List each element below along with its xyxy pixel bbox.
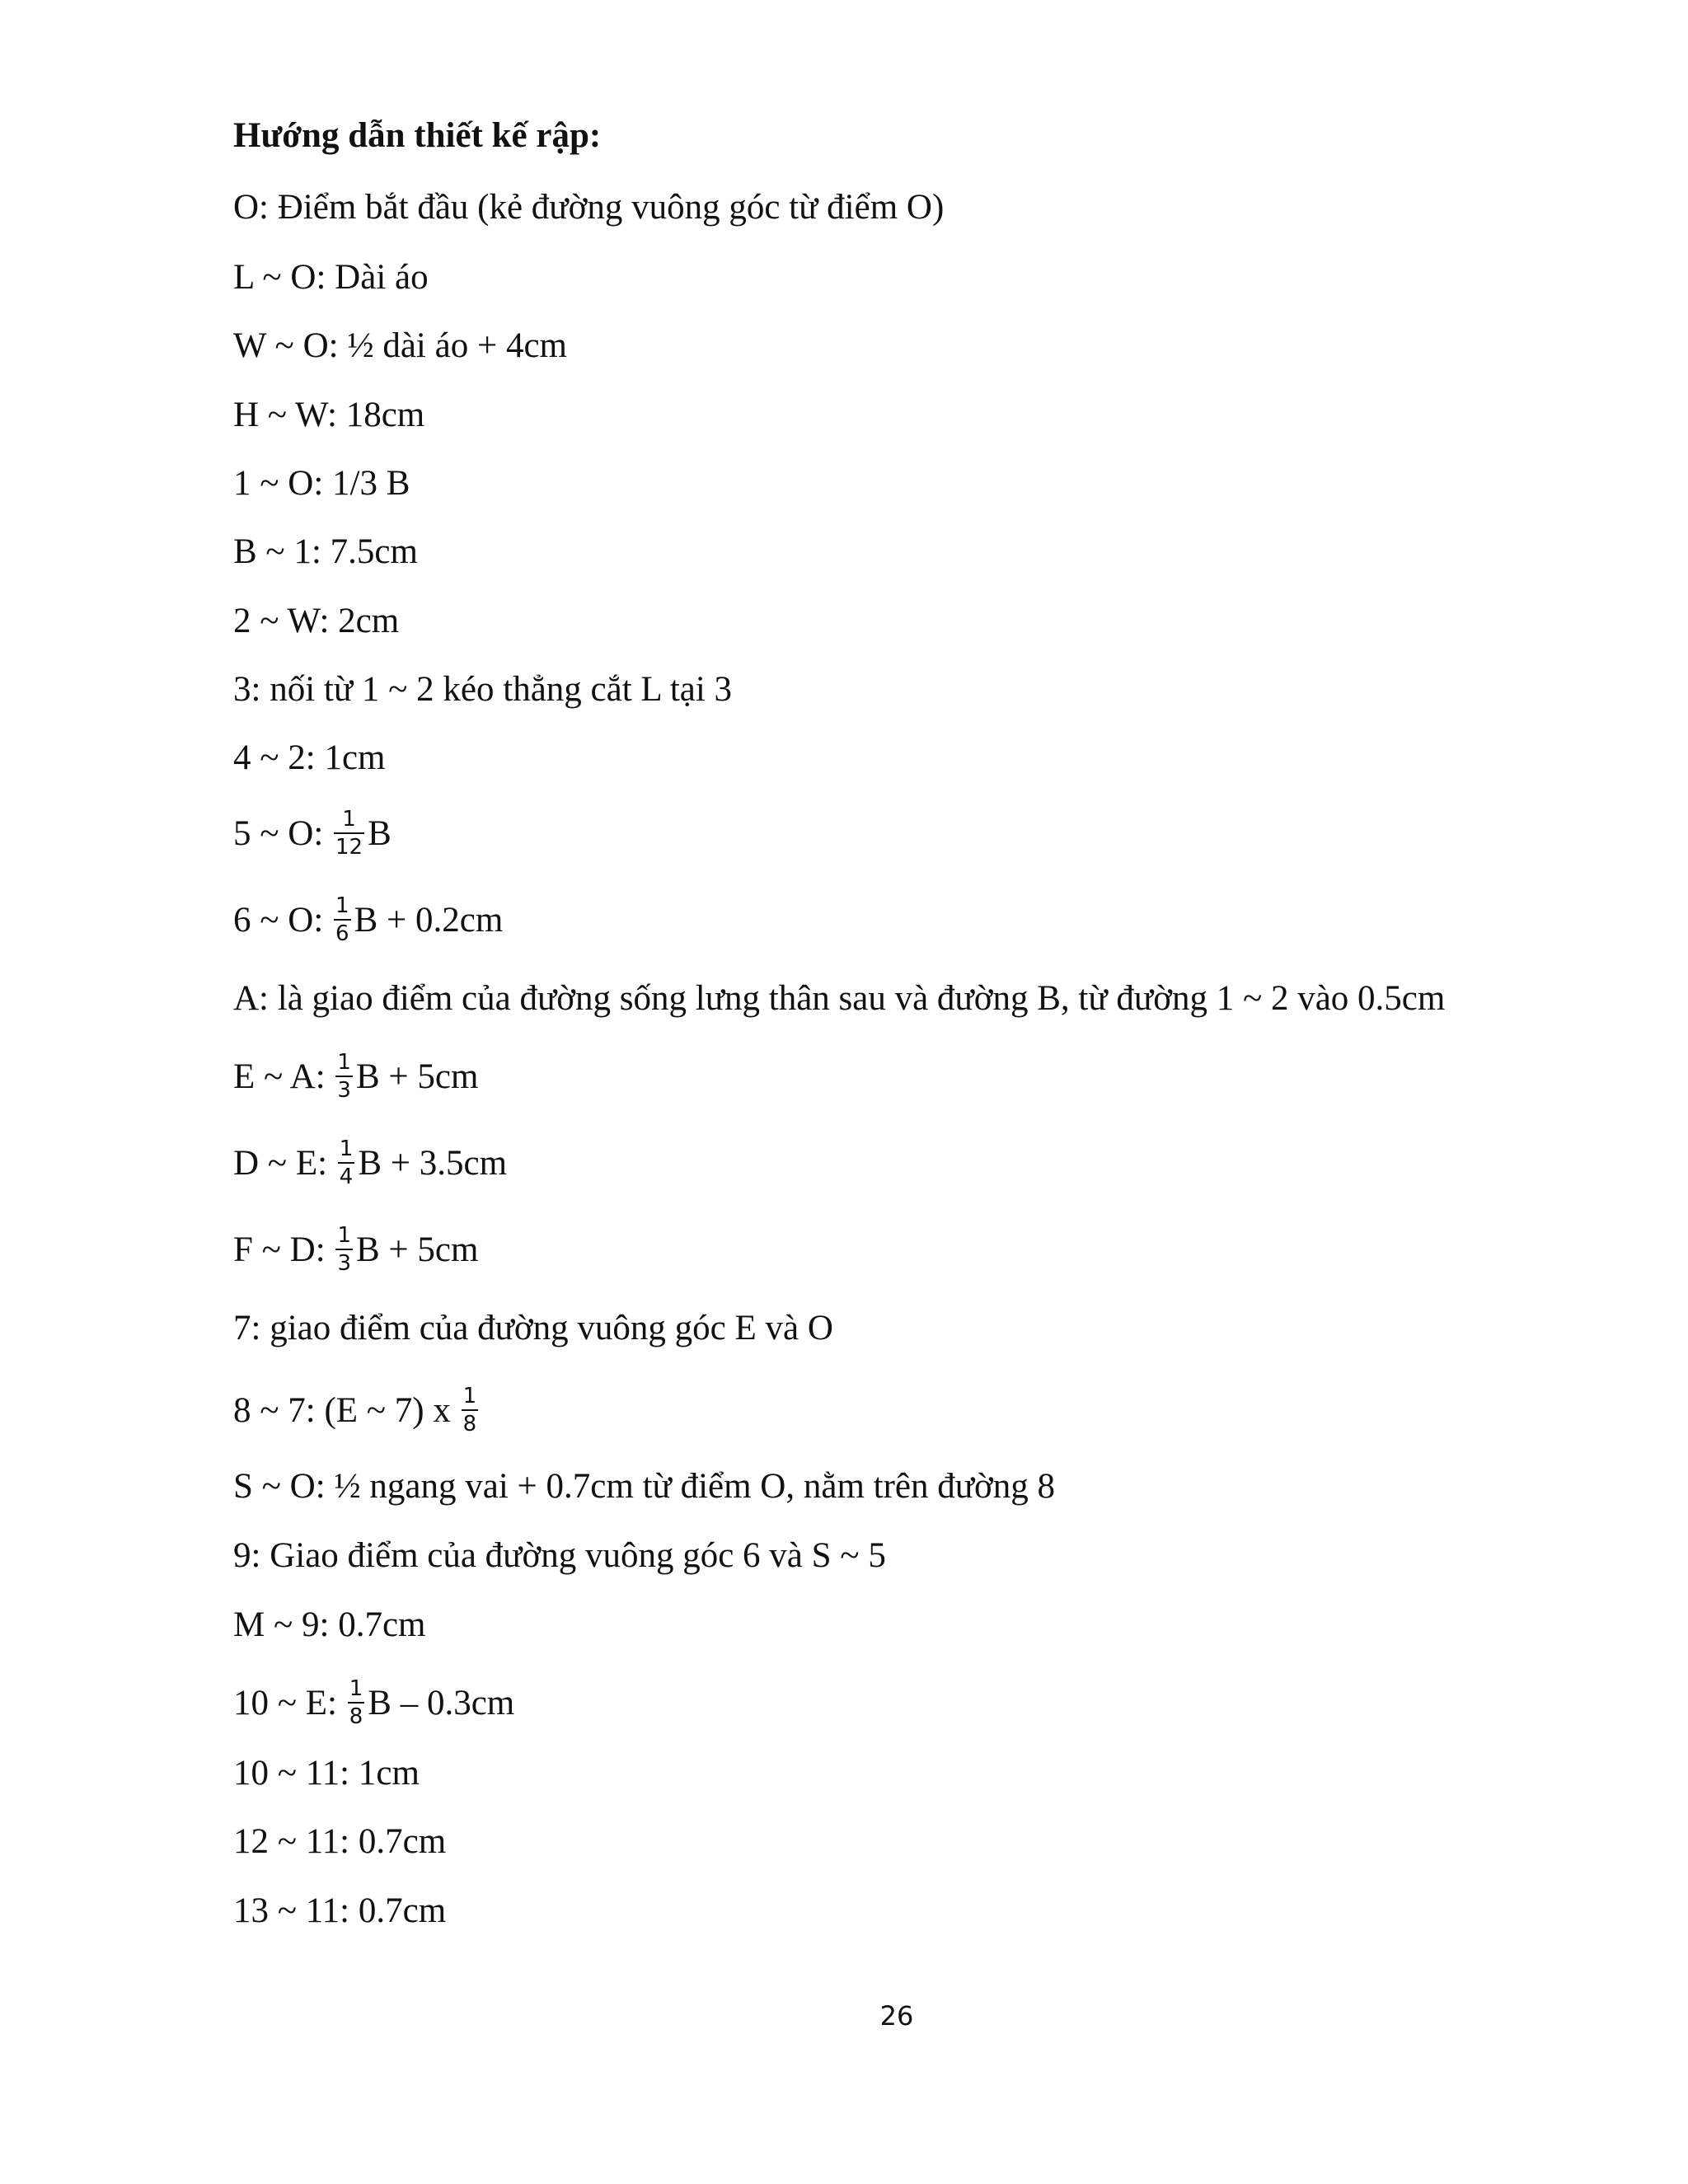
fraction — [334, 895, 351, 944]
fraction-denominator: 8 — [462, 1412, 477, 1436]
instruction-text: 7: giao điểm của đường vuông góc E và O — [233, 1309, 833, 1347]
fraction-denominator: 3 — [337, 1078, 351, 1103]
instruction-line — [233, 672, 732, 707]
instruction-text: A: là giao điểm của đường sống lưng thân sau và đường B, từ đường 1 ~ 2 vào 0.5cm — [233, 979, 1446, 1018]
instruction-text: O: Điểm bắt đầu (kẻ đường vuông góc từ điểm O) — [233, 188, 945, 227]
instruction-text: 2 ~ W: 2cm — [233, 602, 400, 640]
instruction-suffix: B + 5cm — [355, 1230, 479, 1269]
fraction — [338, 1138, 355, 1188]
instruction-text: 1 ~ O: 1/3 B — [233, 464, 410, 503]
instruction-line — [233, 1469, 1055, 1504]
fraction-numerator: 1 — [335, 1225, 353, 1250]
fraction — [462, 1385, 479, 1435]
fraction-numerator: 1 — [335, 1052, 353, 1077]
instruction-text: 10 ~ 11: 1cm — [233, 1754, 420, 1793]
instruction-prefix: F ~ D: — [233, 1230, 335, 1269]
instruction-text: 4 ~ 2: 1cm — [233, 738, 386, 777]
instruction-prefix: 5 ~ O: — [233, 813, 333, 853]
fraction-numerator: 1 — [338, 1138, 355, 1164]
instruction-prefix: 10 ~ E: — [233, 1683, 346, 1722]
instruction-line — [233, 466, 410, 501]
instruction-suffix: B + 5cm — [355, 1057, 479, 1096]
fraction-numerator: 1 — [334, 895, 351, 921]
fraction-numerator: 1 — [334, 808, 364, 834]
instruction-suffix: B – 0.3cm — [368, 1683, 515, 1722]
instruction-text: L ~ O: Dài áo — [233, 258, 429, 297]
instruction-line — [233, 1538, 886, 1573]
instruction-text: 9: Giao điểm của đường vuông góc 6 và S ~ 5 — [233, 1536, 886, 1575]
instruction-text: H ~ W: 18cm — [233, 396, 425, 434]
instruction-suffix: B + 3.5cm — [358, 1143, 508, 1183]
instruction-line — [233, 1755, 420, 1791]
fraction — [335, 1052, 353, 1101]
instruction-line — [233, 1824, 446, 1859]
instruction-text: M ~ 9: 0.7cm — [233, 1605, 426, 1644]
instruction-prefix: 8 ~ 7: (E ~ 7) x — [233, 1390, 460, 1430]
instruction-line — [233, 1223, 479, 1277]
fraction-numerator: 1 — [462, 1385, 479, 1411]
instruction-line — [233, 1893, 446, 1929]
instruction-text: B ~ 1: 7.5cm — [233, 532, 418, 571]
instruction-line — [233, 893, 504, 948]
instruction-text: 13 ~ 11: 0.7cm — [233, 1891, 447, 1930]
instruction-line — [233, 534, 418, 569]
fraction-denominator: 4 — [339, 1165, 354, 1189]
fraction-denominator: 12 — [335, 835, 363, 860]
instruction-suffix: B + 0.2cm — [354, 900, 504, 940]
instruction-line — [233, 807, 392, 861]
fraction — [348, 1678, 365, 1727]
instruction-line — [233, 981, 1445, 1016]
instruction-line — [233, 1310, 833, 1346]
instruction-text: S ~ O: ½ ngang vai + 0.7cm từ điểm O, nằm trên đường 8 — [233, 1467, 1056, 1506]
instruction-line — [233, 1676, 515, 1731]
fraction-numerator: 1 — [348, 1678, 365, 1704]
instruction-line — [233, 1384, 481, 1438]
instruction-text: 3: nối từ 1 ~ 2 kéo thẳng cắt L tại 3 — [233, 670, 733, 709]
fraction — [335, 1225, 353, 1274]
instruction-line — [233, 328, 567, 363]
instruction-line — [233, 740, 386, 776]
instruction-line — [233, 397, 424, 433]
instruction-prefix: E ~ A: — [233, 1057, 335, 1096]
page-heading: Hướng dẫn thiết kế rập: — [233, 116, 602, 155]
instruction-prefix: D ~ E: — [233, 1143, 336, 1183]
instruction-line — [233, 260, 429, 295]
fraction-denominator: 6 — [335, 921, 349, 946]
instruction-prefix: 6 ~ O: — [233, 900, 333, 940]
instruction-suffix: B — [368, 813, 392, 853]
instruction-line — [233, 603, 399, 639]
instruction-line — [233, 1607, 425, 1643]
instruction-text: W ~ O: ½ dài áo + 4cm — [233, 326, 567, 365]
fraction — [334, 808, 364, 858]
fraction-denominator: 8 — [349, 1704, 363, 1729]
instruction-line — [233, 1137, 508, 1191]
fraction-denominator: 3 — [337, 1251, 351, 1276]
instruction-line — [233, 190, 944, 225]
page-number: 26 — [879, 2000, 914, 2032]
instruction-text: 12 ~ 11: 0.7cm — [233, 1822, 447, 1861]
instruction-line — [233, 1050, 479, 1104]
